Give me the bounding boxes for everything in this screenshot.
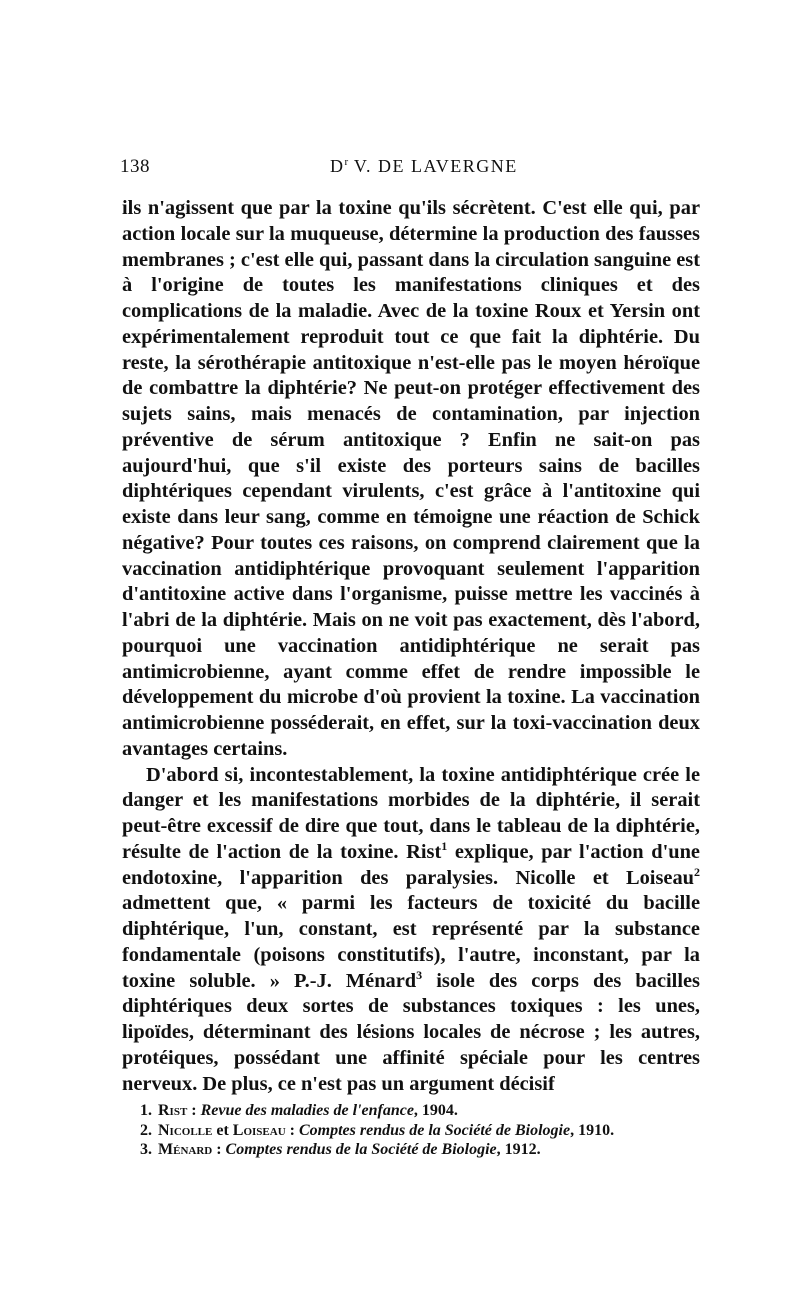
paragraph-second-part3: admettent que, « parmi les facteurs de toxicité du bacille diphtérique, l'un, constant, est représenté par la substance fondamentale (poisons constitutifs), l'autre, inconstant, par la toxine soluble. » P.-J. Ménard [122,892,700,992]
footnote-author: Nicolle [158,1121,213,1139]
footnote-2 [140,1121,700,1141]
main-text [122,196,700,1097]
paragraph-continued: ils n'agissent que par la toxine qu'ils sécrètent. C'est elle qui, par action locale sur la muqueuse, détermine la production des fausses membranes ; c'est elle qui, passant dans la circulation sanguine est à l'origine de toutes les manifestations cliniques et des complications de la maladie. Avec de la toxine Roux et Yersin ont expérimentalement reproduit tout ce que fait la diphtérie. Du reste, la sérothérapie antitoxique n'est-elle pas le moyen héroïque de combattre la diphtérie? Ne peut-on protéger effectivement des sujets sains, mais menacés de contamination, par injection préventive de sérum antitoxique ? Enfin ne sait-on pas aujourd'hui, que s'il existe des porteurs sains de bacilles diphtériques cependant virulents, c'est grâce à l'antitoxine qui existe dans leur sang, comme en témoigne une réaction de Schick négative? Pour toutes ces raisons, on comprend clairement que la vaccination antidiphtérique provoquant seulement l'apparition d'antitoxine active dans l'organisme, puisse mettre les vaccinés à l'abri de la diphtérie. Mais on ne voit pas exactement, dès l'abord, pourquoi une vaccination antidiphtérique ne serait pas antimicrobienne, ayant comme effet de rendre impossible le développement du microbe d'où provient la toxine. La vaccination antimicrobienne posséderait, en effet, sur la toxi-vaccination deux avantages certains. [122,197,700,760]
footnote-tail: , 1912. [496,1141,541,1158]
footnote-separator: : [285,1121,299,1139]
footnote-separator: : [187,1102,201,1119]
footnote-title: Comptes rendus de la Société de Biologie [298,1121,571,1139]
page-header [120,156,695,182]
footnote-title: Comptes rendus de la Société de Biologie [225,1141,497,1158]
author-name: V. DE LAVERGNE [353,156,518,176]
footnote-ref-3[interactable]: 3 [416,967,423,982]
footnote-ref-1[interactable]: 1 [441,838,448,853]
footnote-1 [140,1101,700,1121]
footnote-author: Rist [158,1102,188,1119]
footnotes [140,1101,700,1160]
footnote-title: Revue des maladies de l'enfance [200,1102,414,1119]
footnote-tail: , 1910. [570,1121,615,1139]
paragraph-second-part1: D'abord si, incontestablement, la toxine antidiphtérique crée le danger et les manifestations morbides de la diphtérie, il serait peut-être excessif de dire que tout, dans le tableau de la diphtérie, résulte de l'action de la toxine. Rist [122,763,700,863]
footnote-separator: : [212,1141,226,1158]
footnote-number: 3. [140,1141,152,1158]
author-title-prefix: D [330,156,345,176]
author-title-superscript: r [344,156,349,168]
running-head [330,156,518,177]
footnote-tail: , 1904. [413,1102,458,1119]
footnote-3 [140,1140,700,1160]
footnote-author-2: Loiseau [232,1121,286,1139]
paragraph-second-part4: isole des corps des bacilles diphtériques deux sortes de substances toxiques : les unes, lipoïdes, déterminant des lésions locales de nécrose ; les autres, protéiques, possédant une affinité spéciale pour les centres nerveux. De plus, ce n'est pas un argument décisif [122,969,700,1095]
page-number: 138 [120,156,150,177]
footnote-author: Ménard [158,1141,213,1158]
footnote-number: 1. [140,1102,152,1119]
footnote-conjunction: et [212,1121,233,1139]
paragraph-second [122,763,700,1098]
footnote-ref-2[interactable]: 2 [694,864,700,879]
paragraph-second-part2: explique, par l'action d'une endotoxine, l'apparition des paralysies. Nicolle et Loiseau [122,840,700,889]
footnote-number: 2. [140,1121,152,1139]
